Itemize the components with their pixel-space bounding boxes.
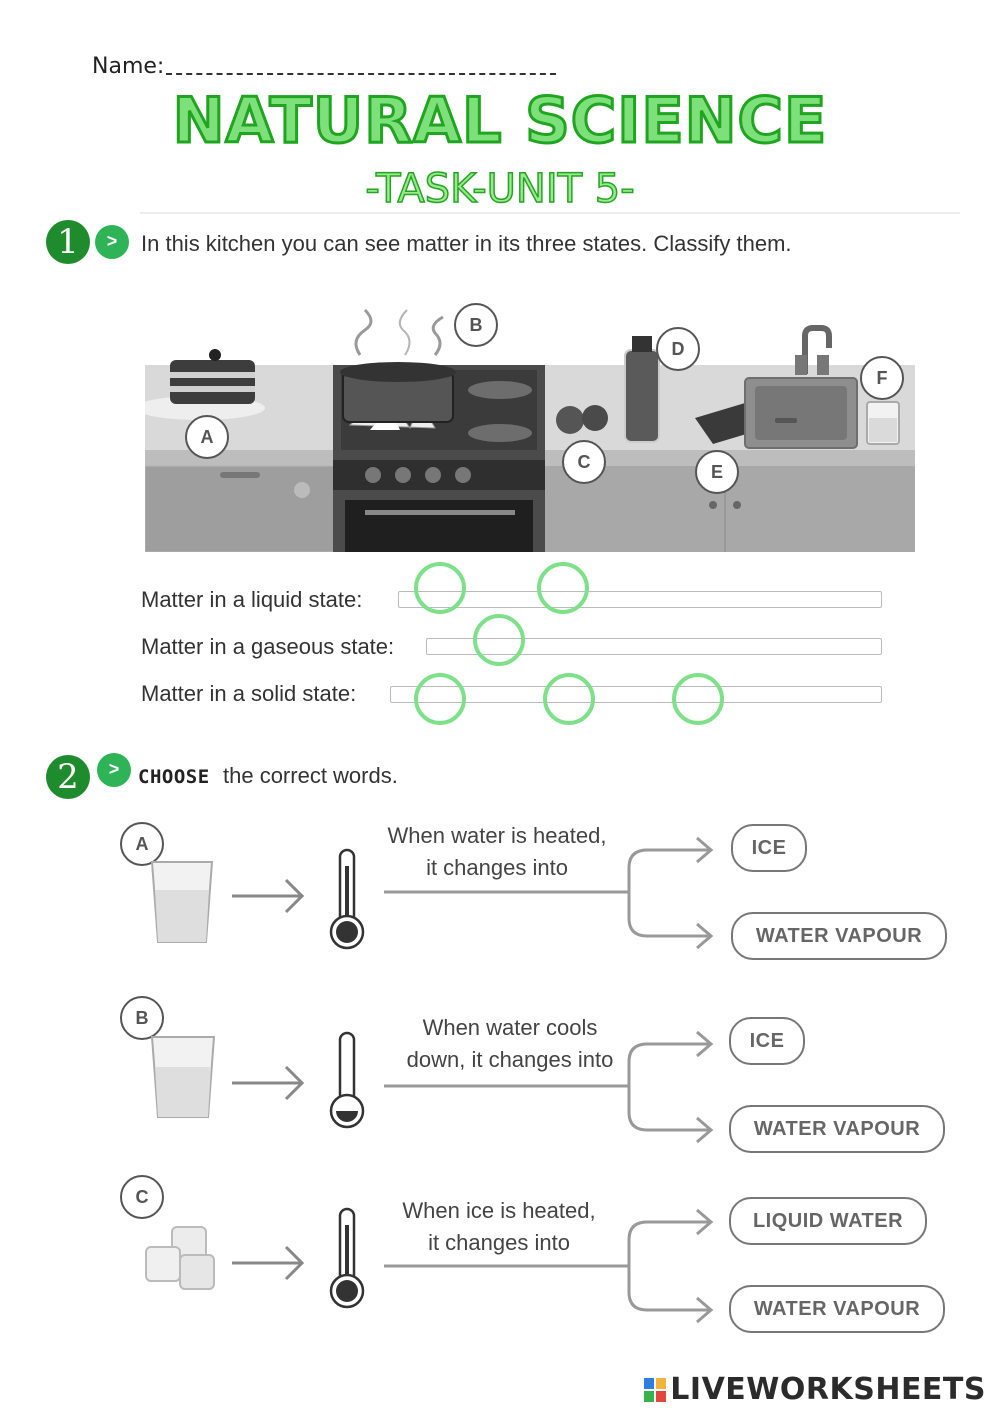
item-b-letter: B bbox=[120, 996, 164, 1040]
callout-b: B bbox=[454, 303, 498, 347]
item-a-option-water-vapour[interactable]: WATER VAPOUR bbox=[731, 912, 947, 960]
solid-state-label: Matter in a solid state: bbox=[141, 681, 357, 706]
item-b-prompt-line-2: down, it changes into bbox=[406, 1047, 614, 1072]
liquid-state-answer-field bbox=[398, 591, 882, 608]
item-a-diagram bbox=[140, 840, 390, 960]
item-b-option-water-vapour[interactable]: WATER VAPOUR bbox=[729, 1105, 945, 1153]
item-c-letter: C bbox=[120, 1175, 164, 1219]
solid-drop-target-2[interactable] bbox=[543, 673, 595, 725]
liveworksheets-logo-icon bbox=[644, 1378, 666, 1402]
liquid-drop-target-2[interactable] bbox=[537, 562, 589, 614]
item-c-diagram bbox=[140, 1205, 390, 1325]
item-b-branch-arrows bbox=[384, 1024, 729, 1144]
exercise-1-number: 1 bbox=[46, 220, 90, 264]
callout-a: A bbox=[185, 415, 229, 459]
item-c-prompt-line-2: it changes into bbox=[428, 1230, 570, 1255]
gaseous-drop-target-1[interactable] bbox=[473, 614, 525, 666]
item-a-letter: A bbox=[120, 822, 164, 866]
name-field bbox=[92, 54, 556, 79]
worksheet-subtitle: -TASK-UNIT 5- bbox=[365, 166, 635, 212]
exercise-2-arrow-icon: > bbox=[97, 753, 131, 787]
brand-text: LIVEWORKSHEETS bbox=[670, 1372, 986, 1407]
item-b-prompt-line-1: When water cools bbox=[422, 1015, 598, 1040]
item-a-prompt-line-2: it changes into bbox=[426, 855, 568, 880]
liquid-state-label: Matter in a liquid state: bbox=[141, 587, 363, 612]
item-c-option-liquid-water[interactable]: LIQUID WATER bbox=[729, 1197, 927, 1245]
item-c-option-water-vapour[interactable]: WATER VAPOUR bbox=[729, 1285, 945, 1333]
header-divider bbox=[140, 212, 960, 214]
name-label: Name: bbox=[92, 54, 165, 79]
item-a-prompt-line-1: When water is heated, bbox=[387, 823, 607, 848]
exercise-2-instruction: the correct words. bbox=[223, 763, 398, 788]
callout-f: F bbox=[860, 356, 904, 400]
item-c-branch-arrows bbox=[384, 1202, 729, 1326]
item-b-diagram bbox=[140, 1025, 390, 1145]
callout-c: C bbox=[562, 440, 606, 484]
exercise-2-number: 2 bbox=[46, 755, 90, 799]
exercise-1-arrow-icon: > bbox=[95, 225, 129, 259]
item-a-option-ice[interactable]: ICE bbox=[731, 824, 807, 872]
item-c-prompt-line-1: When ice is heated, bbox=[402, 1198, 596, 1223]
solid-drop-target-3[interactable] bbox=[672, 673, 724, 725]
liveworksheets-brand bbox=[644, 1372, 986, 1407]
exercise-1-instruction: In this kitchen you can see matter in its three states. Classify them. bbox=[141, 231, 792, 256]
choose-keyword: CHOOSE bbox=[138, 766, 210, 788]
name-blank-line bbox=[166, 73, 556, 75]
callout-d: D bbox=[656, 327, 700, 371]
item-a-branch-arrows bbox=[384, 830, 729, 950]
worksheet-title: NATURAL SCIENCE bbox=[172, 84, 828, 157]
kitchen-illustration bbox=[145, 300, 915, 552]
item-b-option-ice[interactable]: ICE bbox=[729, 1017, 805, 1065]
gaseous-state-label: Matter in a gaseous state: bbox=[141, 634, 395, 659]
callout-e: E bbox=[695, 450, 739, 494]
solid-drop-target-1[interactable] bbox=[414, 673, 466, 725]
liquid-drop-target-1[interactable] bbox=[414, 562, 466, 614]
